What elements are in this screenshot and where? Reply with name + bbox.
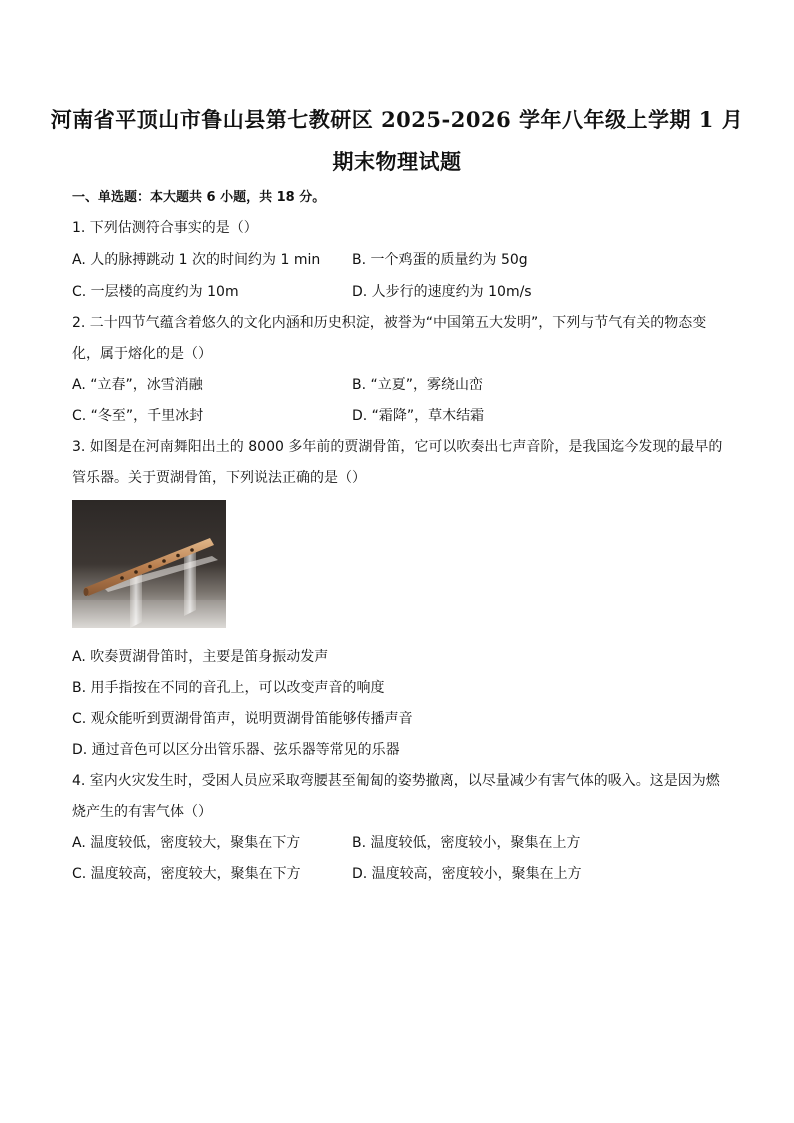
question-1-option-c: C. 一层楼的高度约为 10m <box>72 284 239 300</box>
question-4-option-c: C. 温度较高，密度较大，聚集在下方 <box>72 866 301 882</box>
question-3-option-a: A. 吹奏贾湖骨笛时，主要是笛身振动发声 <box>72 649 329 665</box>
question-2-stem-line1: 2. 二十四节气蕴含着悠久的文化内涵和历史积淀，被誉为“中国第五大发明”，下列与节气有关的物态变 <box>72 315 707 331</box>
question-1-option-b: B. 一个鸡蛋的质量约为 50g <box>352 252 528 268</box>
question-1-stem: 1. 下列估测符合事实的是（） <box>72 220 258 236</box>
exam-title-line2: 期末物理试题 <box>332 149 462 174</box>
question-2-stem-line2: 化，属于熔化的是（） <box>72 346 212 362</box>
section-heading: 一、单选题：本大题共 6 小题，共 18 分。 <box>72 190 326 205</box>
question-2-option-d: D. “霜降”，草木结霜 <box>352 408 485 424</box>
question-1-option-d: D. 人步行的速度约为 10m/s <box>352 284 532 300</box>
question-3-stem-line1: 3. 如图是在河南舞阳出土的 8000 多年前的贾湖骨笛，它可以吹奏出七声音阶，是我国迄今发现的最早的 <box>72 439 723 455</box>
question-1-option-a: A. 人的脉搏跳动 1 次的时间约为 1 min <box>72 252 321 268</box>
question-2-option-b: B. “立夏”，雾绕山峦 <box>352 377 484 393</box>
question-4-stem-line2: 烧产生的有害气体（） <box>72 804 212 820</box>
bone-flute-photo <box>72 500 226 628</box>
question-2-option-a: A. “立春”，冰雪消融 <box>72 377 203 393</box>
question-4-option-b: B. 温度较低，密度较小，聚集在上方 <box>352 835 581 851</box>
question-3-option-d: D. 通过音色可以区分出管乐器、弦乐器等常见的乐器 <box>72 742 400 758</box>
question-3-option-c: C. 观众能听到贾湖骨笛声，说明贾湖骨笛能够传播声音 <box>72 711 413 727</box>
question-3-stem-line2: 管乐器。关于贾湖骨笛，下列说法正确的是（） <box>72 470 366 486</box>
question-3-option-b: B. 用手指按在不同的音孔上，可以改变声音的响度 <box>72 680 385 696</box>
question-4-stem-line1: 4. 室内火灾发生时，受困人员应采取弯腰甚至匍匐的姿势撤离，以尽量减少有害气体的吸入。这是因为燃 <box>72 773 720 789</box>
question-4-option-a: A. 温度较低，密度较大，聚集在下方 <box>72 835 301 851</box>
question-2-option-c: C. “冬至”，千里冰封 <box>72 408 204 424</box>
exam-title-line1: 河南省平顶山市鲁山县第七教研区 2025-2026 学年八年级上学期 1 月 <box>50 107 744 132</box>
bone-flute-illustration <box>72 500 226 628</box>
question-4-option-d: D. 温度较高，密度较小，聚集在上方 <box>352 866 582 882</box>
